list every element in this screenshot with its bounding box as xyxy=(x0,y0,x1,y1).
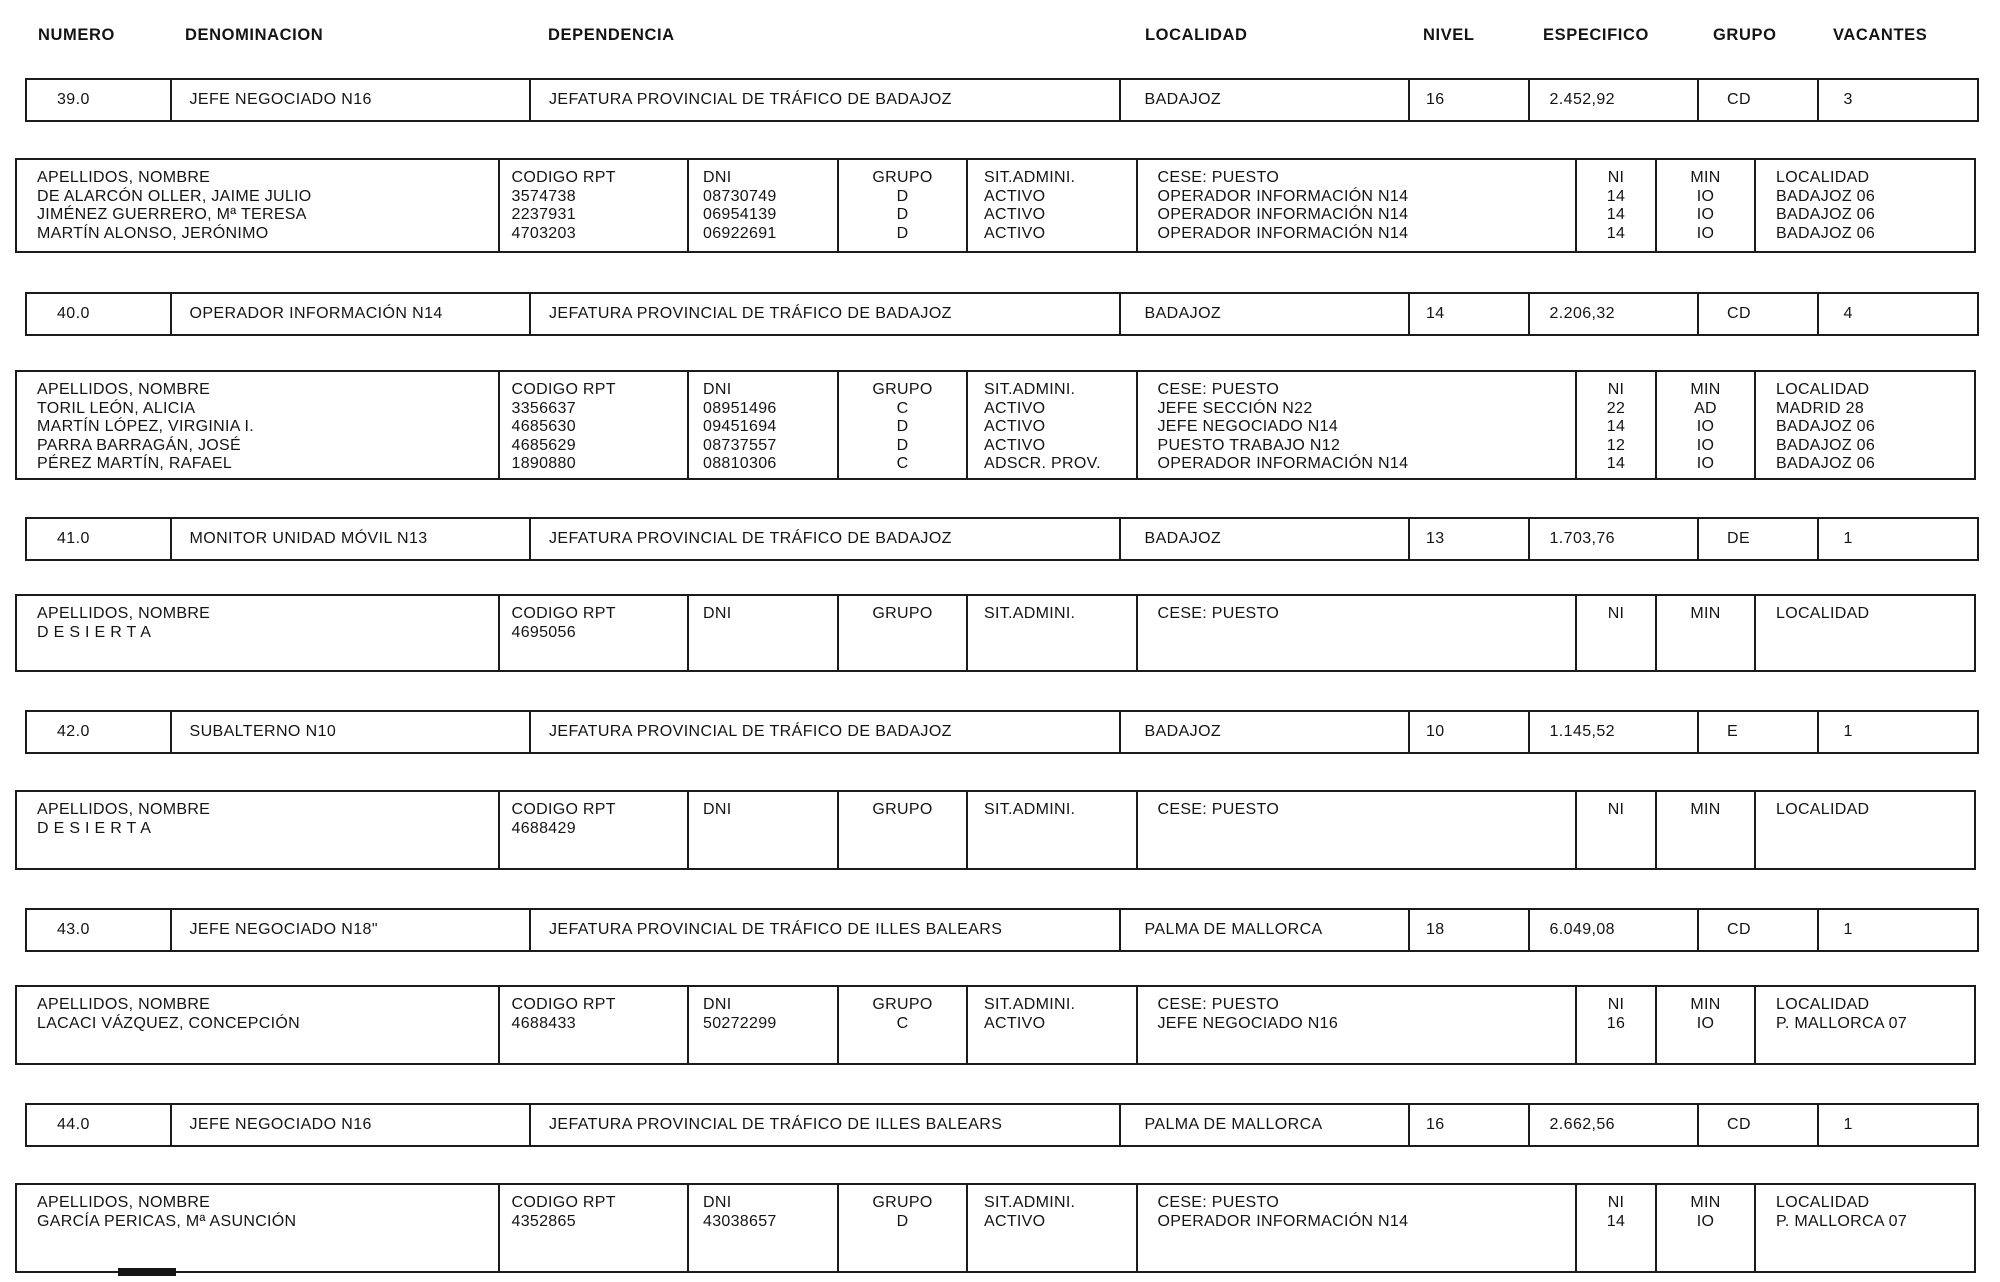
vacantes-cell: 1 xyxy=(1817,908,1979,952)
nivel-cell: 16 xyxy=(1408,78,1530,122)
col-header: MIN xyxy=(1690,1194,1721,1211)
localidad-cell: BADAJOZ xyxy=(1119,292,1411,336)
grupo-cell: CD xyxy=(1697,292,1819,336)
localidad-cell: BADAJOZ xyxy=(1119,517,1411,561)
holder-cese: OPERADOR INFORMACIÓN N14 xyxy=(1157,455,1409,472)
col-header: SIT.ADMINI. xyxy=(984,169,1076,186)
holder-min: IO xyxy=(1696,206,1715,223)
col-header: SIT.ADMINI. xyxy=(984,605,1076,622)
holder-sit: ACTIVO xyxy=(984,224,1046,242)
holder-grupo: D xyxy=(896,436,909,454)
col-ni xyxy=(1575,594,1657,672)
grupo-cell: CD xyxy=(1697,78,1819,122)
col-header: APELLIDOS, NOMBRE xyxy=(37,605,211,622)
scan-artifact xyxy=(118,1268,176,1276)
holder-name: MARTÍN ALONSO, JERÓNIMO xyxy=(37,224,269,242)
holder-sit: ACTIVO xyxy=(984,436,1046,454)
denominacion-cell: JEFE NEGOCIADO N18" xyxy=(170,908,532,952)
col-min xyxy=(1655,158,1757,253)
denominacion-cell: SUBALTERNO N10 xyxy=(170,710,532,754)
holder-dni: 09451694 xyxy=(703,418,777,435)
dependencia-cell: JEFATURA PROVINCIAL DE TRÁFICO DE BADAJOZ xyxy=(529,292,1121,336)
position-row-44 xyxy=(25,1103,1979,1147)
holders-table-42 xyxy=(15,790,1976,870)
holder-codigo: 4695056 xyxy=(511,623,576,641)
holder-codigo: 4685630 xyxy=(511,418,576,435)
localidad-cell: BADAJOZ xyxy=(1119,710,1411,754)
holder-ni: 12 xyxy=(1606,436,1626,454)
holder-ni: 16 xyxy=(1606,1014,1626,1032)
holder-codigo: 2237931 xyxy=(511,206,576,223)
numero-cell: 42.0 xyxy=(25,710,172,754)
holder-dni: 50272299 xyxy=(703,1014,777,1032)
holder-grupo: D xyxy=(896,224,909,242)
col-header: APELLIDOS, NOMBRE xyxy=(37,169,211,186)
col-header: CESE: PUESTO xyxy=(1157,801,1280,818)
dependencia-cell: JEFATURA PROVINCIAL DE TRÁFICO DE ILLES BALEARS xyxy=(529,908,1121,952)
column-header-vacantes: VACANTES xyxy=(1833,26,1928,44)
especifico-cell: 2.452,92 xyxy=(1528,78,1700,122)
col-localidad xyxy=(1754,370,1976,480)
col-ni xyxy=(1575,790,1657,870)
col-header: GRUPO xyxy=(872,169,933,186)
holder-codigo: 3356637 xyxy=(511,399,576,417)
col-header: DNI xyxy=(703,801,732,818)
holder-name: D E S I E R T A xyxy=(37,623,152,641)
holder-grupo: D xyxy=(896,206,909,223)
holder-ni: 14 xyxy=(1606,1212,1626,1230)
holder-ni: 14 xyxy=(1606,418,1626,435)
holder-localidad: MADRID 28 xyxy=(1776,399,1865,417)
holder-dni: 08810306 xyxy=(703,455,777,472)
col-header: CODIGO RPT xyxy=(511,381,616,398)
col-header: LOCALIDAD xyxy=(1776,1194,1870,1211)
numero-cell: 43.0 xyxy=(25,908,172,952)
col-sit-admini xyxy=(966,158,1138,253)
numero-cell: 44.0 xyxy=(25,1103,172,1147)
column-header-localidad: LOCALIDAD xyxy=(1145,26,1248,44)
holders-table-43 xyxy=(15,985,1976,1065)
col-apellidos xyxy=(15,158,500,253)
holder-grupo: C xyxy=(896,399,909,417)
position-row-39 xyxy=(25,78,1979,122)
holder-sit: ACTIVO xyxy=(984,1212,1046,1230)
holder-codigo: 3574738 xyxy=(511,187,576,205)
col-min xyxy=(1655,790,1757,870)
holder-cese: OPERADOR INFORMACIÓN N14 xyxy=(1157,187,1409,205)
holder-cese: OPERADOR INFORMACIÓN N14 xyxy=(1157,224,1409,242)
nivel-cell: 18 xyxy=(1408,908,1530,952)
col-header: DNI xyxy=(703,381,732,398)
col-grupo xyxy=(837,790,969,870)
holder-name: GARCÍA PERICAS, Mª ASUNCIÓN xyxy=(37,1212,297,1230)
position-row-40 xyxy=(25,292,1979,336)
col-header: SIT.ADMINI. xyxy=(984,801,1076,818)
holder-ni: 22 xyxy=(1606,399,1626,417)
holder-min: IO xyxy=(1696,455,1715,472)
col-min xyxy=(1655,370,1757,480)
holders-table-44 xyxy=(15,1183,1976,1273)
localidad-cell: PALMA DE MALLORCA xyxy=(1119,1103,1411,1147)
holder-localidad: BADAJOZ 06 xyxy=(1776,455,1876,472)
grupo-cell: CD xyxy=(1697,1103,1819,1147)
holder-codigo: 4688429 xyxy=(511,819,576,837)
holder-grupo: D xyxy=(896,418,909,435)
col-header: CODIGO RPT xyxy=(511,996,616,1013)
holder-localidad: P. MALLORCA 07 xyxy=(1776,1212,1908,1230)
col-dni xyxy=(687,985,839,1065)
holder-localidad: P. MALLORCA 07 xyxy=(1776,1014,1908,1032)
vacantes-cell: 4 xyxy=(1817,292,1979,336)
holder-min: IO xyxy=(1696,1014,1715,1032)
denominacion-cell: JEFE NEGOCIADO N16 xyxy=(170,78,532,122)
col-header: SIT.ADMINI. xyxy=(984,381,1076,398)
col-cese-puesto xyxy=(1136,594,1578,672)
position-row-42 xyxy=(25,710,1979,754)
col-header: MIN xyxy=(1690,801,1721,818)
holder-sit: ADSCR. PROV. xyxy=(984,455,1101,472)
holder-dni: 08951496 xyxy=(703,399,777,417)
col-codigo-rpt xyxy=(498,594,690,672)
col-apellidos xyxy=(15,985,500,1065)
holder-name: PÉREZ MARTÍN, RAFAEL xyxy=(37,455,233,472)
column-header-nivel: NIVEL xyxy=(1423,26,1475,44)
col-dni xyxy=(687,594,839,672)
holder-dni: 08730749 xyxy=(703,187,777,205)
especifico-cell: 1.145,52 xyxy=(1528,710,1700,754)
col-grupo xyxy=(837,594,969,672)
especifico-cell: 1.703,76 xyxy=(1528,517,1700,561)
col-header: MIN xyxy=(1690,381,1721,398)
col-header: NI xyxy=(1607,996,1625,1013)
col-header: CODIGO RPT xyxy=(511,169,616,186)
holder-ni: 14 xyxy=(1606,455,1626,472)
col-ni xyxy=(1575,985,1657,1065)
nivel-cell: 16 xyxy=(1408,1103,1530,1147)
nivel-cell: 10 xyxy=(1408,710,1530,754)
holder-min: IO xyxy=(1696,418,1715,435)
col-header: NI xyxy=(1607,381,1625,398)
dependencia-cell: JEFATURA PROVINCIAL DE TRÁFICO DE BADAJOZ xyxy=(529,710,1121,754)
col-apellidos xyxy=(15,1183,500,1273)
holder-codigo: 4352865 xyxy=(511,1212,576,1230)
col-ni xyxy=(1575,370,1657,480)
numero-cell: 39.0 xyxy=(25,78,172,122)
dependencia-cell: JEFATURA PROVINCIAL DE TRÁFICO DE ILLES BALEARS xyxy=(529,1103,1121,1147)
col-header: GRUPO xyxy=(872,801,933,818)
col-header: DNI xyxy=(703,169,732,186)
col-apellidos xyxy=(15,790,500,870)
especifico-cell: 2.662,56 xyxy=(1528,1103,1700,1147)
col-header: GRUPO xyxy=(872,1194,933,1211)
col-header: NI xyxy=(1607,169,1625,186)
especifico-cell: 6.049,08 xyxy=(1528,908,1700,952)
holder-cese: PUESTO TRABAJO N12 xyxy=(1157,436,1341,454)
col-header: GRUPO xyxy=(872,605,933,622)
holder-min: IO xyxy=(1696,187,1715,205)
col-header: LOCALIDAD xyxy=(1776,169,1870,186)
holders-table-41 xyxy=(15,594,1976,672)
col-header: DNI xyxy=(703,996,732,1013)
holder-dni: 06922691 xyxy=(703,224,777,242)
holders-table-40 xyxy=(15,370,1976,480)
holder-ni: 14 xyxy=(1606,206,1626,223)
col-header: CESE: PUESTO xyxy=(1157,381,1280,398)
col-dni xyxy=(687,790,839,870)
numero-cell: 40.0 xyxy=(25,292,172,336)
col-header: GRUPO xyxy=(872,381,933,398)
column-header-especifico: ESPECIFICO xyxy=(1543,26,1649,44)
holder-dni: 43038657 xyxy=(703,1212,777,1230)
holder-dni: 08737557 xyxy=(703,436,777,454)
col-header: NI xyxy=(1607,801,1625,818)
col-header: DNI xyxy=(703,605,732,622)
col-cese-puesto xyxy=(1136,1183,1578,1273)
holder-grupo: D xyxy=(896,187,909,205)
col-dni xyxy=(687,370,839,480)
holder-ni: 14 xyxy=(1606,224,1626,242)
position-row-41 xyxy=(25,517,1979,561)
col-header: GRUPO xyxy=(872,996,933,1013)
position-row-43 xyxy=(25,908,1979,952)
col-apellidos xyxy=(15,370,500,480)
col-header: CODIGO RPT xyxy=(511,1194,616,1211)
holder-name: JIMÉNEZ GUERRERO, Mª TERESA xyxy=(37,206,307,223)
vacantes-cell: 1 xyxy=(1817,710,1979,754)
col-sit-admini xyxy=(966,594,1138,672)
holder-localidad: BADAJOZ 06 xyxy=(1776,224,1876,242)
col-header: SIT.ADMINI. xyxy=(984,1194,1076,1211)
col-ni xyxy=(1575,1183,1657,1273)
col-header: LOCALIDAD xyxy=(1776,801,1870,818)
vacantes-cell: 3 xyxy=(1817,78,1979,122)
denominacion-cell: MONITOR UNIDAD MÓVIL N13 xyxy=(170,517,532,561)
col-dni xyxy=(687,158,839,253)
localidad-cell: BADAJOZ xyxy=(1119,78,1411,122)
holder-name: PARRA BARRAGÁN, JOSÉ xyxy=(37,436,241,454)
col-min xyxy=(1655,985,1757,1065)
denominacion-cell: JEFE NEGOCIADO N16 xyxy=(170,1103,532,1147)
holder-cese: JEFE SECCIÓN N22 xyxy=(1157,399,1313,417)
col-cese-puesto xyxy=(1136,158,1578,253)
col-header: NI xyxy=(1607,1194,1625,1211)
column-header-numero: NUMERO xyxy=(38,26,115,44)
holder-name: DE ALARCÓN OLLER, JAIME JULIO xyxy=(37,187,312,205)
col-grupo xyxy=(837,985,969,1065)
col-header: CODIGO RPT xyxy=(511,605,616,622)
col-min xyxy=(1655,1183,1757,1273)
column-header-grupo: GRUPO xyxy=(1713,26,1777,44)
column-header-dependencia: DEPENDENCIA xyxy=(548,26,675,44)
col-localidad xyxy=(1754,985,1976,1065)
holder-codigo: 1890880 xyxy=(511,455,576,472)
col-header: SIT.ADMINI. xyxy=(984,996,1076,1013)
holder-localidad: BADAJOZ 06 xyxy=(1776,187,1876,205)
holder-grupo: D xyxy=(896,1212,909,1230)
col-ni xyxy=(1575,158,1657,253)
col-cese-puesto xyxy=(1136,790,1578,870)
col-cese-puesto xyxy=(1136,985,1578,1065)
col-header: LOCALIDAD xyxy=(1776,605,1870,622)
nivel-cell: 14 xyxy=(1408,292,1530,336)
col-header: LOCALIDAD xyxy=(1776,996,1870,1013)
grupo-cell: E xyxy=(1697,710,1819,754)
especifico-cell: 2.206,32 xyxy=(1528,292,1700,336)
holder-sit: ACTIVO xyxy=(984,187,1046,205)
col-header: CESE: PUESTO xyxy=(1157,1194,1280,1211)
col-header: DNI xyxy=(703,1194,732,1211)
dependencia-cell: JEFATURA PROVINCIAL DE TRÁFICO DE BADAJOZ xyxy=(529,78,1121,122)
dependencia-cell: JEFATURA PROVINCIAL DE TRÁFICO DE BADAJOZ xyxy=(529,517,1121,561)
col-sit-admini xyxy=(966,790,1138,870)
holder-sit: ACTIVO xyxy=(984,399,1046,417)
col-header: MIN xyxy=(1690,996,1721,1013)
vacantes-cell: 1 xyxy=(1817,517,1979,561)
holder-dni: 06954139 xyxy=(703,206,777,223)
holder-localidad: BADAJOZ 06 xyxy=(1776,206,1876,223)
col-header: APELLIDOS, NOMBRE xyxy=(37,381,211,398)
holder-sit: ACTIVO xyxy=(984,418,1046,435)
col-sit-admini xyxy=(966,370,1138,480)
holder-codigo: 4685629 xyxy=(511,436,576,454)
col-apellidos xyxy=(15,594,500,672)
holder-sit: ACTIVO xyxy=(984,206,1046,223)
holder-cese: OPERADOR INFORMACIÓN N14 xyxy=(1157,206,1409,223)
col-sit-admini xyxy=(966,1183,1138,1273)
col-cese-puesto xyxy=(1136,370,1578,480)
col-localidad xyxy=(1754,790,1976,870)
holder-min: AD xyxy=(1694,399,1717,417)
col-header: CESE: PUESTO xyxy=(1157,169,1280,186)
holder-grupo: C xyxy=(896,1014,909,1032)
holder-name: LACACI VÁZQUEZ, CONCEPCIÓN xyxy=(37,1014,300,1032)
col-grupo xyxy=(837,370,969,480)
col-min xyxy=(1655,594,1757,672)
col-codigo-rpt xyxy=(498,370,690,480)
col-localidad xyxy=(1754,594,1976,672)
holder-min: IO xyxy=(1696,436,1715,454)
col-dni xyxy=(687,1183,839,1273)
col-localidad xyxy=(1754,158,1976,253)
holder-name: D E S I E R T A xyxy=(37,819,152,837)
col-codigo-rpt xyxy=(498,1183,690,1273)
col-header: LOCALIDAD xyxy=(1776,381,1870,398)
holder-min: IO xyxy=(1696,224,1715,242)
localidad-cell: PALMA DE MALLORCA xyxy=(1119,908,1411,952)
holder-ni: 14 xyxy=(1606,187,1626,205)
vacantes-cell: 1 xyxy=(1817,1103,1979,1147)
col-header: CESE: PUESTO xyxy=(1157,996,1280,1013)
grupo-cell: DE xyxy=(1697,517,1819,561)
holder-name: TORIL LEÓN, ALICIA xyxy=(37,399,196,417)
holder-sit: ACTIVO xyxy=(984,1014,1046,1032)
holder-localidad: BADAJOZ 06 xyxy=(1776,418,1876,435)
holder-cese: JEFE NEGOCIADO N16 xyxy=(1157,1014,1339,1032)
numero-cell: 41.0 xyxy=(25,517,172,561)
holder-name: MARTÍN LÓPEZ, VIRGINIA I. xyxy=(37,418,255,435)
col-header: APELLIDOS, NOMBRE xyxy=(37,1194,211,1211)
grupo-cell: CD xyxy=(1697,908,1819,952)
denominacion-cell: OPERADOR INFORMACIÓN N14 xyxy=(170,292,532,336)
col-grupo xyxy=(837,158,969,253)
holder-min: IO xyxy=(1696,1212,1715,1230)
holder-codigo: 4688433 xyxy=(511,1014,576,1032)
holder-cese: OPERADOR INFORMACIÓN N14 xyxy=(1157,1212,1409,1230)
nivel-cell: 13 xyxy=(1408,517,1530,561)
col-header: MIN xyxy=(1690,605,1721,622)
col-header: APELLIDOS, NOMBRE xyxy=(37,996,211,1013)
col-header: NI xyxy=(1607,605,1625,622)
col-codigo-rpt xyxy=(498,985,690,1065)
col-localidad xyxy=(1754,1183,1976,1273)
holder-localidad: BADAJOZ 06 xyxy=(1776,436,1876,454)
holder-codigo: 4703203 xyxy=(511,224,576,242)
col-header: CESE: PUESTO xyxy=(1157,605,1280,622)
holder-cese: JEFE NEGOCIADO N14 xyxy=(1157,418,1339,435)
col-header: CODIGO RPT xyxy=(511,801,616,818)
col-codigo-rpt xyxy=(498,790,690,870)
col-header: MIN xyxy=(1690,169,1721,186)
col-sit-admini xyxy=(966,985,1138,1065)
column-header-denominacion: DENOMINACION xyxy=(185,26,324,44)
col-grupo xyxy=(837,1183,969,1273)
col-codigo-rpt xyxy=(498,158,690,253)
holders-table-39 xyxy=(15,158,1976,253)
holder-grupo: C xyxy=(896,455,909,472)
col-header: APELLIDOS, NOMBRE xyxy=(37,801,211,818)
